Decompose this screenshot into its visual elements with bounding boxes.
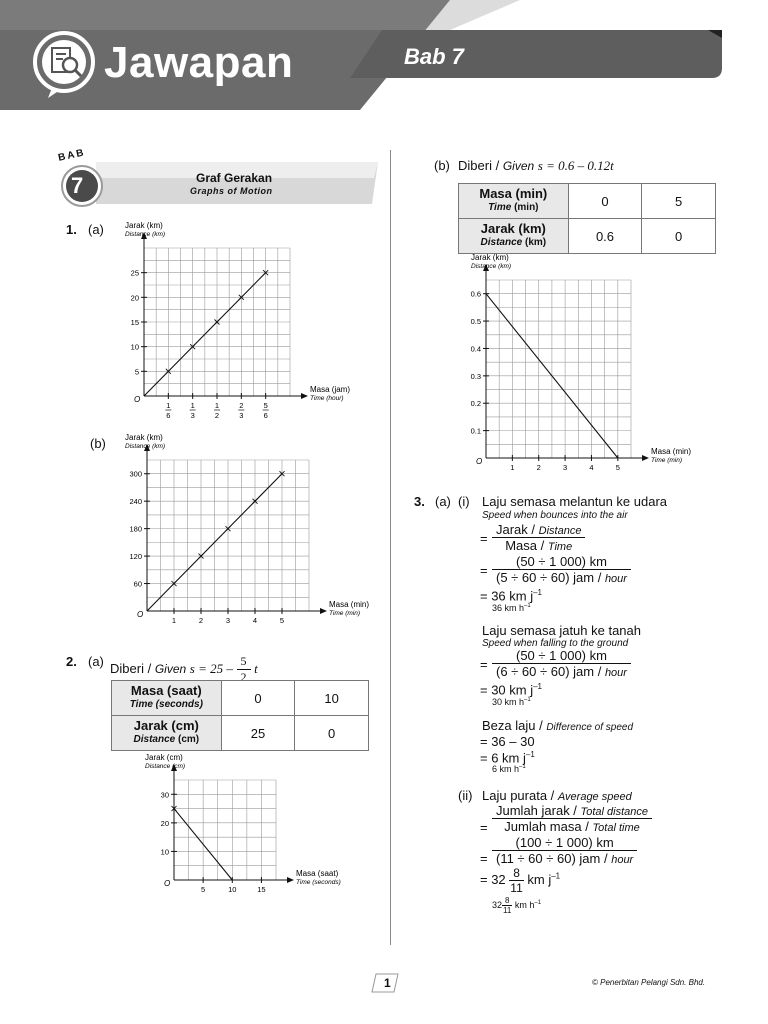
given-label: Diberi / [110, 660, 152, 676]
fraction-numerator [492, 522, 585, 538]
x-tick-label-numerator: 1 [190, 401, 195, 410]
chart-distance-time-q1b [110, 433, 380, 626]
x-tick-label: 2 [198, 616, 204, 625]
table-cell: 5 [642, 184, 716, 219]
table-cell: 10 [295, 681, 369, 716]
fraction-distance-over-time [492, 522, 585, 553]
x-tick-label: 3 [563, 463, 568, 472]
y-tick-label: 20 [130, 293, 139, 303]
fraction-total-distance-over-time [492, 803, 652, 834]
fraction-denominator: 11 [503, 906, 512, 915]
fraction-numerator: 8 [502, 896, 512, 906]
magnifier-document-icon [30, 30, 100, 100]
fraction-numerator: (100 ÷ 1 000) km [492, 835, 637, 851]
y-tick-label: 30 [160, 790, 169, 800]
chart-distance-time-q2b [456, 253, 736, 472]
y-tick-label: 25 [130, 268, 139, 278]
result-text: = 6 km j [480, 750, 526, 766]
fraction-denominator [492, 570, 631, 585]
section-title [482, 788, 632, 803]
origin-label: O [164, 879, 171, 888]
result-whole: 32 [492, 899, 503, 910]
title-en: Average speed [557, 791, 632, 803]
chapter-label: Bab 7 [404, 44, 464, 69]
question-number: 1. [66, 222, 77, 237]
x-tick-label-denominator: 6 [166, 411, 171, 420]
result-speed [480, 682, 542, 697]
chart-grid [486, 280, 631, 458]
column-divider [390, 150, 391, 945]
y-axis-label: Jarak (km) [125, 221, 163, 230]
x-tick-label: 1 [510, 463, 515, 472]
chart-distance-time-q2a [130, 753, 360, 896]
fraction-speed-calculation [492, 648, 631, 679]
part-label: (a) [88, 654, 104, 669]
x-tick-label-denominator: 6 [263, 411, 268, 420]
equation-variable: t [254, 660, 258, 676]
section-title-en: Speed when falling to the ground [482, 638, 629, 649]
num-ms: Jumlah jarak / [496, 803, 577, 818]
y-tick-label: 300 [129, 469, 142, 479]
result-sup: –1 [524, 697, 531, 703]
table-cell: 0 [295, 716, 369, 751]
den-en: hour [611, 854, 634, 866]
x-axis-label: Masa (saat) [296, 869, 339, 878]
den-ms: (5 ÷ 60 ÷ 60) jam / [496, 570, 602, 585]
part-label: (b) [434, 158, 450, 173]
header-en [459, 201, 568, 215]
fraction-numerator: (50 ÷ 1 000) km [492, 554, 631, 570]
den-ms: Jumlah masa / [504, 819, 589, 834]
y-tick-label: 0.4 [470, 344, 481, 354]
result-speed [480, 588, 542, 603]
y-axis-label: Jarak (cm) [145, 753, 183, 762]
num-en: Distance [538, 525, 582, 537]
section-title-en: Speed when bounces into the air [482, 510, 628, 521]
fraction-numerator: 8 [509, 866, 523, 881]
given-statement [458, 158, 614, 174]
result-sup: –1 [525, 750, 535, 759]
y-tick-label: 20 [160, 818, 169, 828]
y-axis-label-en: Distance (cm) [145, 763, 186, 770]
y-tick-label: 120 [129, 552, 142, 562]
difference-line: = 36 – 30 [480, 734, 535, 749]
num-ms: Jarak / [496, 522, 536, 537]
equation-lhs: s = 25 – [189, 660, 233, 676]
fraction-numerator [492, 803, 652, 819]
num-en: Total distance [580, 806, 649, 818]
x-axis-label-en: Time (min) [329, 610, 360, 617]
result-unit: km j [527, 871, 552, 887]
x-axis-label: Masa (min) [329, 600, 370, 609]
result-sup: –1 [524, 603, 531, 609]
result-sup: –1 [519, 764, 526, 770]
header-ms: Masa (min) [479, 186, 548, 201]
result-speed-en [492, 697, 531, 707]
x-tick-label-numerator: 5 [263, 401, 268, 410]
origin-label: O [134, 395, 141, 404]
table-header-distance [112, 716, 222, 751]
average-speed-result [480, 866, 560, 895]
den-en: Total time [592, 822, 640, 834]
y-tick-label: 0.5 [470, 317, 481, 327]
y-tick-label: 60 [133, 579, 142, 589]
y-tick-label: 0.2 [470, 399, 481, 409]
y-axis-label: Jarak (km) [125, 433, 163, 442]
x-tick-label: 1 [171, 616, 177, 625]
equals-sign: = [480, 657, 488, 672]
table-q2b [458, 183, 716, 254]
den-ms: (11 ÷ 60 ÷ 60) jam / [496, 851, 608, 866]
header-ms: Jarak (cm) [133, 718, 199, 733]
part-label: (i) [458, 494, 470, 509]
x-axis-label-en: Time (hour) [310, 395, 344, 402]
x-tick-label-denominator: 3 [190, 411, 195, 420]
y-tick-label: 0.1 [470, 426, 481, 436]
header-ms: Masa (saat) [130, 683, 202, 698]
result-text: 36 km h [492, 603, 525, 613]
den-ms: Masa / [505, 538, 545, 553]
difference-result-en [492, 764, 526, 774]
y-axis-label-en: Distance (km) [471, 263, 512, 270]
header-ms: Jarak (km) [480, 221, 546, 236]
result-sup: –1 [534, 899, 542, 906]
x-tick-label-denominator: 3 [239, 411, 244, 420]
y-tick-label: 10 [160, 847, 169, 857]
fraction-speed-calculation [492, 835, 637, 866]
x-tick-label-numerator: 1 [214, 401, 220, 410]
copyright: © Penerbitan Pelangi Sdn. Bhd. [592, 978, 706, 987]
result-sup: –1 [551, 871, 561, 881]
equation: s = 0.6 – 0.12t [537, 158, 614, 173]
origin-label: O [476, 457, 483, 466]
chart-grid [174, 780, 276, 880]
x-tick-label: 10 [228, 885, 237, 894]
x-axis-arrow [301, 393, 308, 399]
x-tick-label: 3 [225, 616, 231, 625]
y-axis-label-en: Distance (km) [125, 231, 166, 238]
title-ms: Beza laju / [482, 718, 543, 733]
chapter-title-ms: Graf Gerakan [196, 171, 273, 185]
fraction-numerator: (50 ÷ 1 000) km [492, 648, 631, 664]
given-label-en: Given [154, 661, 187, 676]
fraction-denominator [492, 538, 585, 553]
x-axis-label: Masa (min) [651, 447, 692, 456]
fraction-denominator: 11 [510, 881, 523, 895]
fraction-speed-calculation [492, 554, 631, 585]
brand-title: Jawapan [104, 38, 294, 87]
part-label: (b) [90, 436, 106, 451]
result-speed-en [492, 603, 531, 613]
fraction-denominator [492, 664, 631, 679]
table-header-time [459, 184, 569, 219]
x-tick-label: 2 [536, 463, 541, 472]
x-axis-arrow [642, 455, 649, 461]
y-tick-label: 240 [129, 497, 142, 507]
header-unit: (cm) [177, 734, 200, 745]
result-fraction [509, 866, 523, 895]
y-axis-label-en: Distance (km) [125, 443, 166, 450]
result-fraction [502, 896, 512, 915]
title-en: Difference of speed [546, 722, 634, 733]
header-en-word: Distance [133, 734, 176, 745]
y-tick-label: 0.3 [470, 371, 481, 381]
part-label: (ii) [458, 788, 473, 803]
header-unit: (min) [514, 202, 539, 213]
y-tick-label: 180 [129, 524, 142, 534]
x-tick-label: 5 [615, 463, 620, 472]
fraction-numerator: 5 [237, 654, 251, 670]
table-cell: 25 [221, 716, 295, 751]
y-tick-label: 5 [134, 367, 139, 377]
x-tick-label: 5 [279, 616, 285, 625]
given-label-en: Given [502, 159, 535, 173]
fraction-denominator: 2 [240, 670, 247, 684]
x-axis-label-en: Time (seconds) [296, 879, 341, 886]
den-en: hour [604, 573, 627, 585]
y-tick-label: 15 [130, 318, 139, 327]
title-ms: Laju purata / [482, 788, 555, 803]
fraction-denominator [492, 851, 637, 866]
result-text: 6 km h [492, 764, 520, 774]
table-cell: 0.6 [568, 219, 642, 254]
y-tick-label: 10 [130, 342, 139, 352]
equals-sign: = [480, 531, 488, 546]
equals-sign: = [480, 851, 488, 866]
chapter-badge-number: 7 [71, 173, 84, 198]
den-ms: (6 ÷ 60 ÷ 60) jam / [496, 664, 602, 679]
table-header-distance [459, 219, 569, 254]
header-unit: (km) [524, 237, 547, 248]
equals-sign: = [480, 820, 488, 835]
header-en-word: Distance [480, 237, 523, 248]
result-sup: –1 [533, 588, 543, 597]
fraction-denominator [492, 819, 652, 834]
y-axis-label: Jarak (km) [471, 253, 509, 262]
x-tick-label: 4 [252, 616, 258, 625]
header-en-word: Time [488, 202, 512, 213]
chart-grid [147, 460, 309, 611]
x-tick-label: 15 [257, 885, 266, 894]
question-number: 3. [414, 494, 425, 509]
x-tick-label: 5 [201, 885, 206, 894]
result-text: = 36 km j [480, 588, 534, 604]
result-unit: km h [514, 899, 535, 910]
chart-distance-time-q1a [110, 220, 380, 430]
x-axis-arrow [287, 877, 294, 883]
section-title: Laju semasa jatuh ke tanah [482, 623, 641, 638]
result-text: = 30 km j [480, 682, 534, 698]
den-en: hour [604, 667, 627, 679]
header-en [459, 236, 568, 250]
chapter-title-en: Graphs of Motion [190, 186, 273, 196]
header-en: Time (seconds) [129, 699, 203, 710]
table-cell: 0 [568, 184, 642, 219]
x-axis-label-en: Time (min) [651, 457, 682, 464]
result-sup: –1 [533, 682, 543, 691]
result-whole: = 32 [480, 871, 506, 887]
table-q2a [111, 680, 369, 751]
given-label: Diberi / [458, 158, 500, 173]
equals-sign: = [480, 563, 488, 578]
page-number: 1 [384, 976, 391, 990]
average-speed-result-en [492, 896, 541, 915]
x-axis-arrow [320, 608, 327, 614]
part-label: (a) [88, 222, 104, 237]
table-header-time [112, 681, 222, 716]
x-tick-label: 4 [589, 463, 594, 472]
part-label: (a) [435, 494, 451, 509]
chapter-badge-label: BAB [57, 147, 87, 164]
x-tick-label-numerator: 2 [239, 401, 244, 410]
table-cell: 0 [642, 219, 716, 254]
y-tick-label: 0.6 [470, 289, 481, 299]
section-title: Laju semasa melantun ke udara [482, 494, 668, 509]
question-number: 2. [66, 654, 77, 669]
origin-label: O [137, 610, 144, 619]
table-cell: 0 [221, 681, 295, 716]
x-axis-label: Masa (jam) [310, 385, 351, 394]
x-tick-label-denominator: 2 [214, 411, 220, 420]
result-text: 30 km h [492, 697, 525, 707]
den-en: Time [547, 541, 573, 553]
header-en [112, 733, 221, 747]
section-title [482, 718, 633, 733]
x-tick-label-numerator: 1 [166, 401, 171, 410]
